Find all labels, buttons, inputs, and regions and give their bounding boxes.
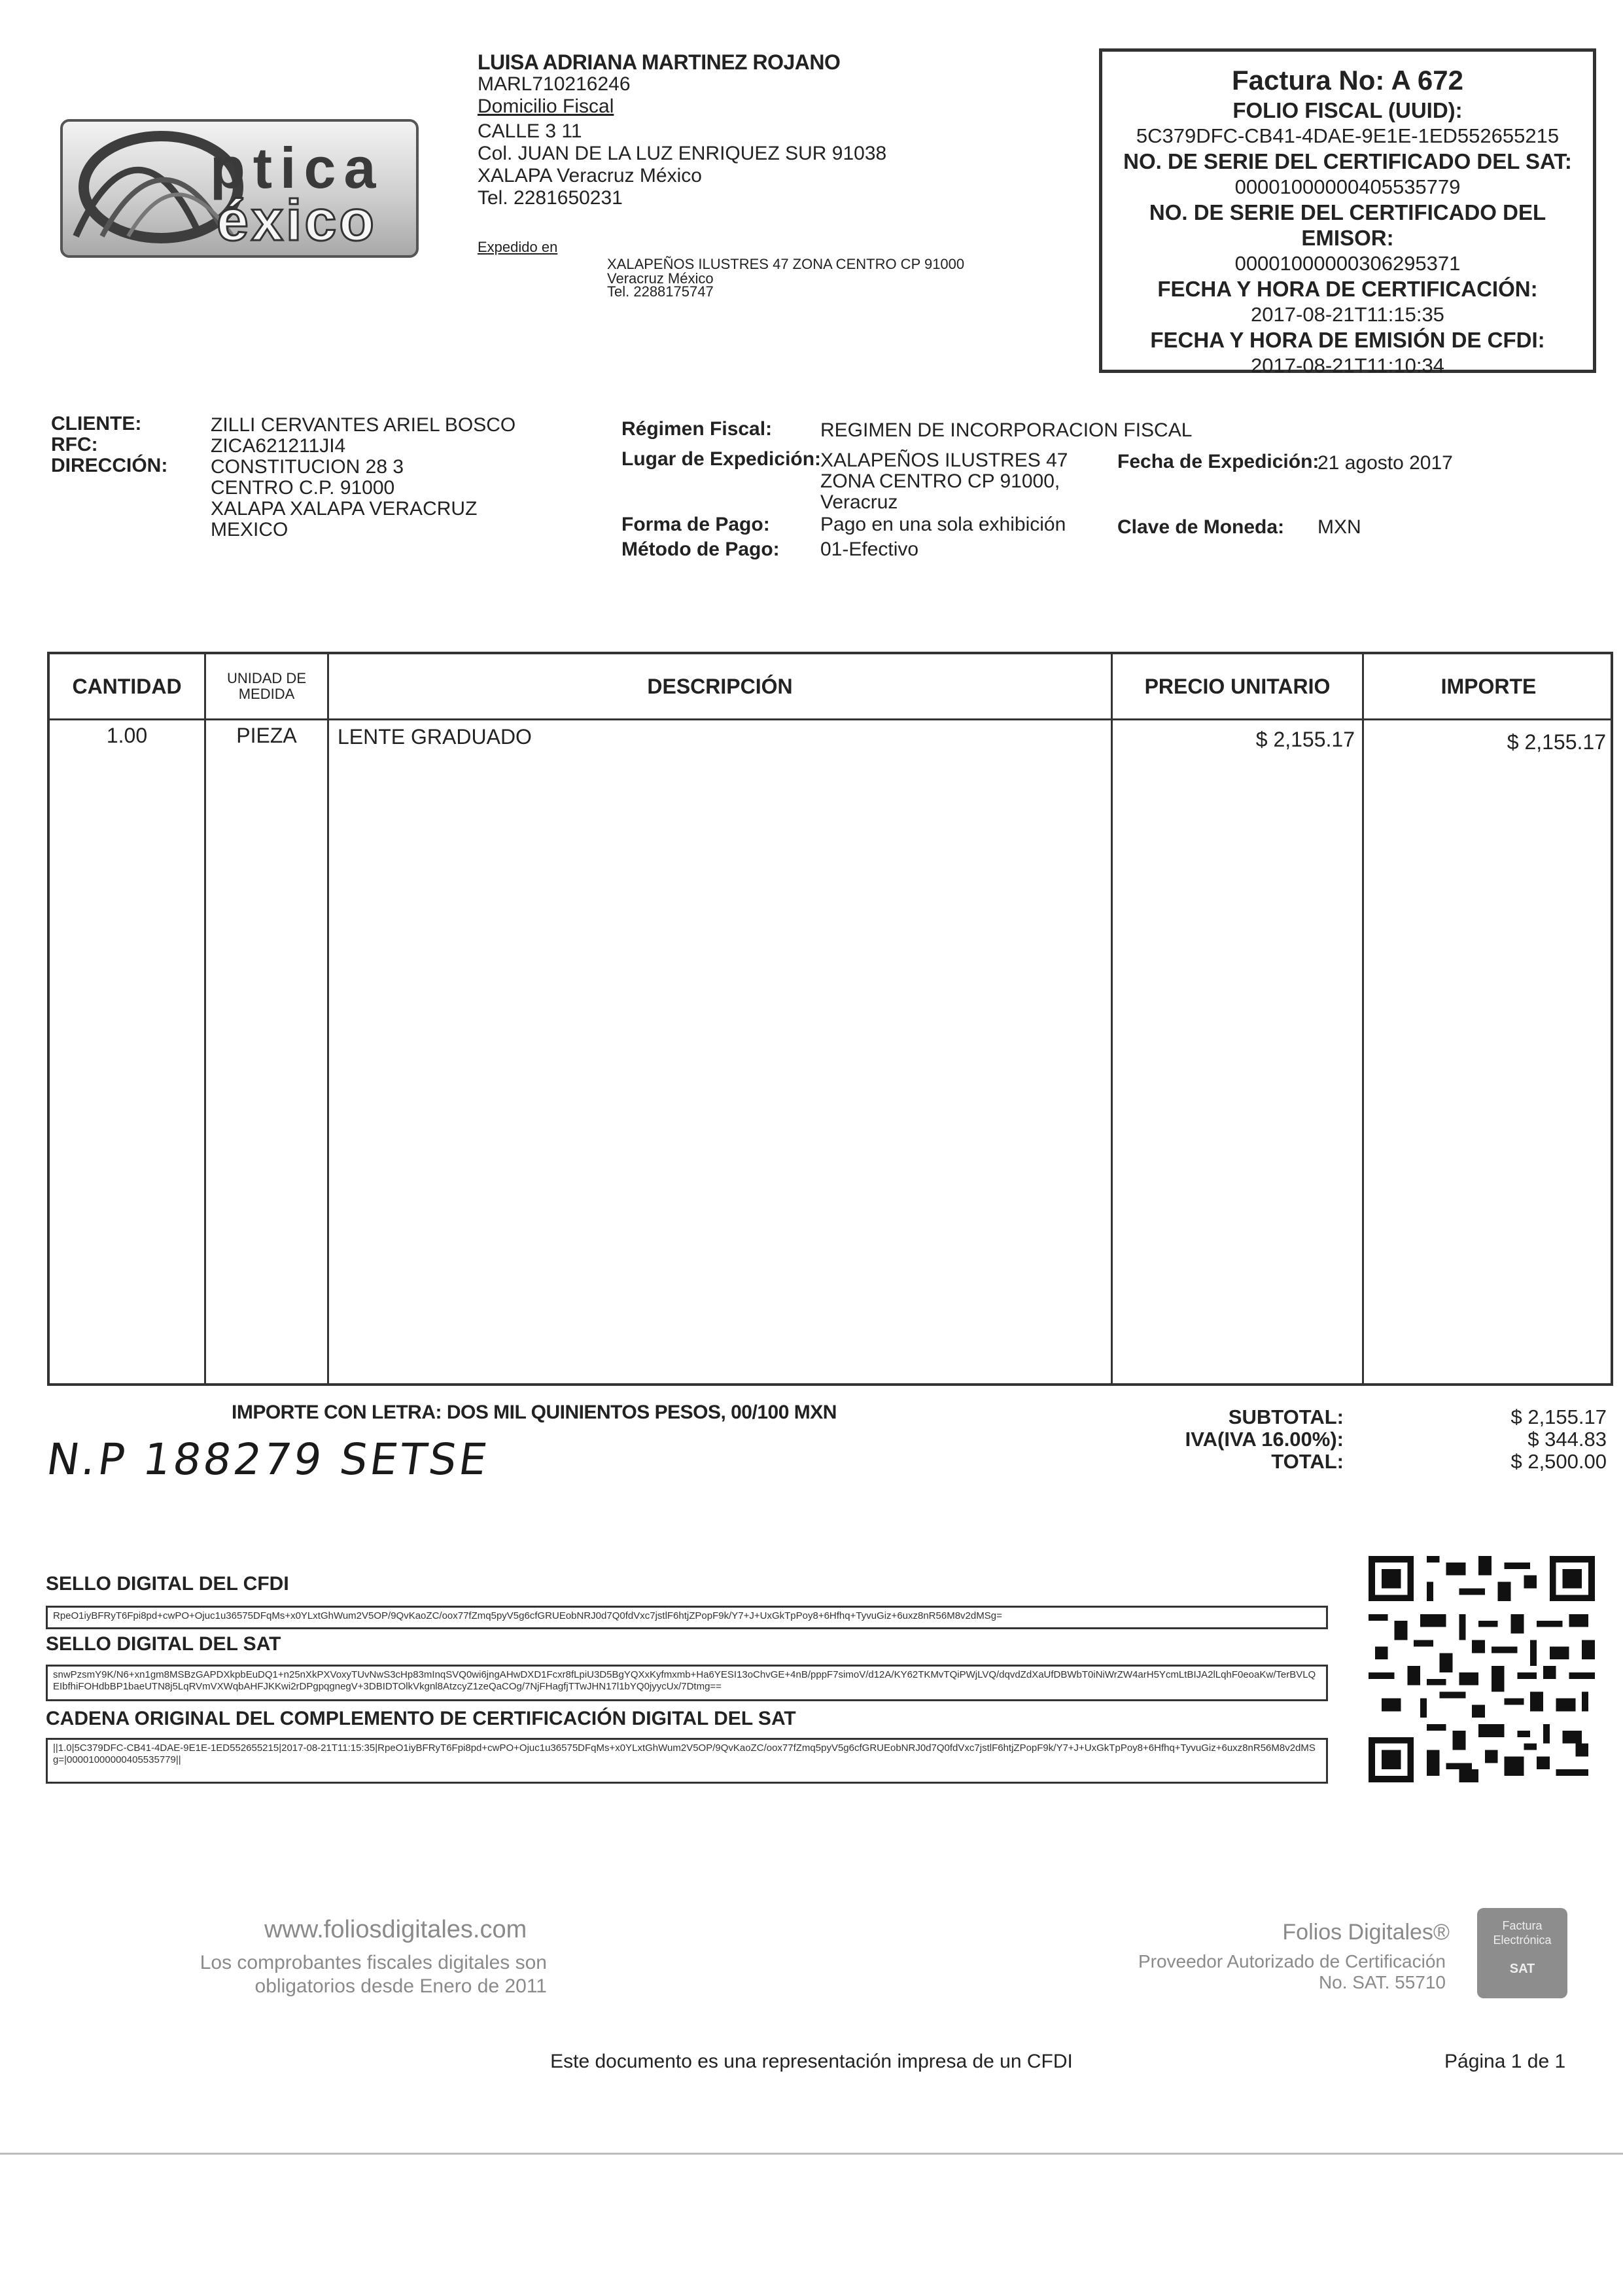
row-descripcion: LENTE GRADUADO (338, 725, 532, 749)
header-descripcion: DESCRIPCIÓN (647, 674, 793, 698)
emitter-name: LUISA ADRIANA MARTINEZ ROJANO (478, 50, 841, 74)
client-rfc: ZICA621211JI4 (211, 435, 346, 457)
badge-line-1: Factura (1502, 1919, 1543, 1932)
metodo-label: Método de Pago: (621, 539, 780, 560)
serie-emisor-value: 00001000000306295371 (1234, 252, 1461, 275)
emitter-rfc: MARL710216246 (478, 73, 631, 95)
folio-label: FOLIO FISCAL (UUID): (1232, 98, 1463, 122)
regimen-label: Régimen Fiscal: (621, 418, 773, 440)
client-address-1: CONSTITUCION 28 3 (211, 456, 404, 478)
importe-letra: IMPORTE CON LETRA: DOS MIL QUINIENTOS PESOS, 00/100 MXN (232, 1402, 837, 1423)
cfdi-representation-note: Este documento es una representación impresa de un CFDI (550, 2051, 1073, 2072)
client-labels (51, 414, 167, 476)
forma-label: Forma de Pago: (621, 514, 770, 535)
row-importe: $ 2,155.17 (1507, 730, 1606, 754)
cert-date-label: FECHA Y HORA DE CERTIFICACIÓN: (1157, 277, 1538, 301)
fecha-label: Fecha de Expedición: (1117, 451, 1319, 472)
lugar-label: Lugar de Expedición: (621, 448, 822, 470)
qr-code-icon (1367, 1556, 1596, 1782)
sello-sat-label: SELLO DIGITAL DEL SAT (46, 1633, 281, 1655)
emision-date-value: 2017-08-21T11:10:34 (1251, 354, 1444, 377)
sello-cfdi-value: RpeO1iyBFRyT6Fpi8pd+cwPO+Ojuc1u36575DFqMs+x0YLxtGhWum2V5OP/9QvKaoZC/oox77fZmq5pyV5g6cfGRUEobNRJ0d7Q0fdVxc7jstlF6htjZPopF9k/Y7+J+UxGkTpPoy8+6Hfhq+TyvuGiz+6uxz8nR56M8v2dMSg= (46, 1606, 1328, 1629)
client-address-4: MEXICO (211, 519, 288, 540)
footer-sat-no: No. SAT. 55710 (1318, 1972, 1446, 1992)
emitter-block (478, 51, 886, 209)
client-address-3: XALAPA XALAPA VERACRUZ (211, 498, 478, 520)
lugar-line-1: XALAPEÑOS ILUSTRES 47 (820, 450, 1068, 471)
header-precio: PRECIO UNITARIO (1144, 674, 1331, 698)
client-address-2: CENTRO C.P. 91000 (211, 477, 395, 499)
domicilio-label: Domicilio Fiscal (478, 96, 614, 117)
company-logo (60, 119, 419, 258)
client-name: ZILLI CERVANTES ARIEL BOSCO (211, 414, 516, 436)
footer-note (175, 1951, 547, 1998)
direccion-label: DIRECCIÓN: (51, 455, 168, 476)
row-precio: $ 2,155.17 (1255, 728, 1355, 751)
expedido-block (607, 256, 964, 298)
header-cantidad: CANTIDAD (72, 674, 182, 698)
footer-note-2: obligatorios desde Enero de 2011 (254, 1975, 547, 1997)
client-values (211, 415, 515, 540)
subtotal-value: $ 2,155.17 (1510, 1405, 1607, 1428)
factura-electronica-badge (1477, 1908, 1567, 1998)
moneda-label: Clave de Moneda: (1117, 516, 1285, 538)
row-cantidad: 1.00 (106, 724, 148, 747)
expedido-address: XALAPEÑOS ILUSTRES 47 ZONA CENTRO CP 91000 (607, 256, 965, 272)
badge-line-2: Electrónica (1493, 1934, 1552, 1947)
total-label: TOTAL: (1271, 1450, 1344, 1473)
fecha-value: 21 agosto 2017 (1318, 452, 1453, 474)
header-unidad: UNIDAD DE MEDIDA (226, 670, 306, 702)
moneda-value: MXN (1318, 516, 1361, 538)
badge-sat: SAT (1509, 1962, 1535, 1976)
emitter-address-2: Col. JUAN DE LA LUZ ENRIQUEZ SUR 91038 (478, 143, 887, 164)
invoice-number: Factura No: A 672 (1232, 65, 1463, 96)
iva-value: $ 344.83 (1527, 1428, 1607, 1451)
serie-sat-label: NO. DE SERIE DEL CERTIFICADO DEL SAT: (1123, 149, 1572, 173)
footer-provider: Proveedor Autorizado de Certificación (1138, 1951, 1446, 1971)
serie-sat-value: 00001000000405535779 (1234, 175, 1461, 198)
invoice-header-box (1099, 48, 1596, 377)
emitter-address-1: CALLE 3 11 (478, 120, 582, 142)
emision-date-label: FECHA Y HORA DE EMISIÓN DE CFDI: (1150, 328, 1545, 352)
emitter-phone: Tel. 2281650231 (478, 187, 623, 209)
lugar-line-3: Veracruz (820, 491, 898, 513)
total-value: $ 2,500.00 (1510, 1450, 1607, 1473)
footer-site: www.foliosdigitales.com (264, 1916, 527, 1943)
metodo-value: 01-Efectivo (820, 539, 919, 560)
sello-cfdi-label: SELLO DIGITAL DEL CFDI (46, 1573, 289, 1595)
page-number: Página 1 de 1 (1444, 2051, 1566, 2072)
subtotal-label: SUBTOTAL: (1228, 1405, 1344, 1428)
sello-sat-value: snwPzsmY9K/N6+xn1gm8MSBzGAPDXkpbEuDQ1+n25nXkPXVoxyTUvNwS3cHp83mInqSVQ0wi6jngAHwDXD1Fcxr8fLpiU3D5BgYQXxKyfmxmb+Ha6YESI13oChvGE+4nB/pppF7simoV/d12A/KY62TKMvTQiPWjLVQ/dqvdZdXaUfDBWbT0iNiWrZW4arH5YcmLtBIJA2lLqhF0eoaKw/TerBVLQEIbfhiFOHdbBP1baeUTN8j5LqRVmVXWqbAHFJKKwi2rDPgpqgnegV+3DBIDTOlkVkgnl8AtzcyZ1zeQaCOg/7NjFHagfjTTwJHN17l1bYQ0jyycUx/7Dtmg== (46, 1665, 1328, 1701)
serie-emisor-label: NO. DE SERIE DEL CERTIFICADO DEL EMISOR: (1149, 200, 1546, 250)
cadena-label: CADENA ORIGINAL DEL COMPLEMENTO DE CERTIFICACIÓN DIGITAL DEL SAT (46, 1708, 796, 1729)
rfc-label: RFC: (51, 434, 98, 455)
items-table (47, 652, 1613, 1386)
forma-value: Pago en una sola exhibición (820, 514, 1066, 535)
scan-edge-divider (0, 2153, 1623, 2155)
regimen-value: REGIMEN DE INCORPORACION FISCAL (820, 419, 1193, 441)
footer-provider-block (1112, 1951, 1446, 1993)
cadena-value: ||1.0|5C379DFC-CB41-4DAE-9E1E-1ED552655215|2017-08-21T11:15:35|RpeO1iyBFRyT6Fpi8pd+cwPO+Ojuc1u36575DFqMs+x0YLxtGhWum2V5OP/9QvKaoZC/oox77fZmq5pyV5g6cfGRUEobNRJ0d7Q0fdVxc7jstlF6htjZPopF9k/Y7+J+UxGkTpPoy8+6Hfhq+TyvuGiz+6uxz8nR56M8v2dMSg=|00001000000405535779|| (46, 1738, 1328, 1784)
cliente-label: CLIENTE: (51, 413, 142, 434)
iva-label: IVA(IVA 16.00%): (1185, 1428, 1344, 1451)
emitter-address-3: XALAPA Veracruz México (478, 165, 702, 186)
cert-date-value: 2017-08-21T11:15:35 (1251, 303, 1444, 326)
row-unidad: PIEZA (236, 724, 297, 747)
expedido-state: Veracruz México (607, 270, 714, 287)
expedido-label: Expedido en (478, 239, 558, 255)
folio-value: 5C379DFC-CB41-4DAE-9E1E-1ED552655215 (1136, 124, 1560, 147)
lugar-line-2: ZONA CENTRO CP 91000, (820, 470, 1060, 492)
header-importe: IMPORTE (1440, 674, 1537, 698)
expedido-phone: Tel. 2288175747 (607, 283, 714, 300)
logo-text-top: ptica (210, 135, 384, 200)
lugar-value (820, 450, 1068, 513)
footer-brand: Folios Digitales® (1282, 1920, 1450, 1945)
logo-text-bottom: éxico (217, 188, 377, 253)
footer-note-1: Los comprobantes fiscales digitales son (200, 1952, 547, 1973)
handwritten-note: N.P 188279 SETSE (43, 1434, 493, 1485)
